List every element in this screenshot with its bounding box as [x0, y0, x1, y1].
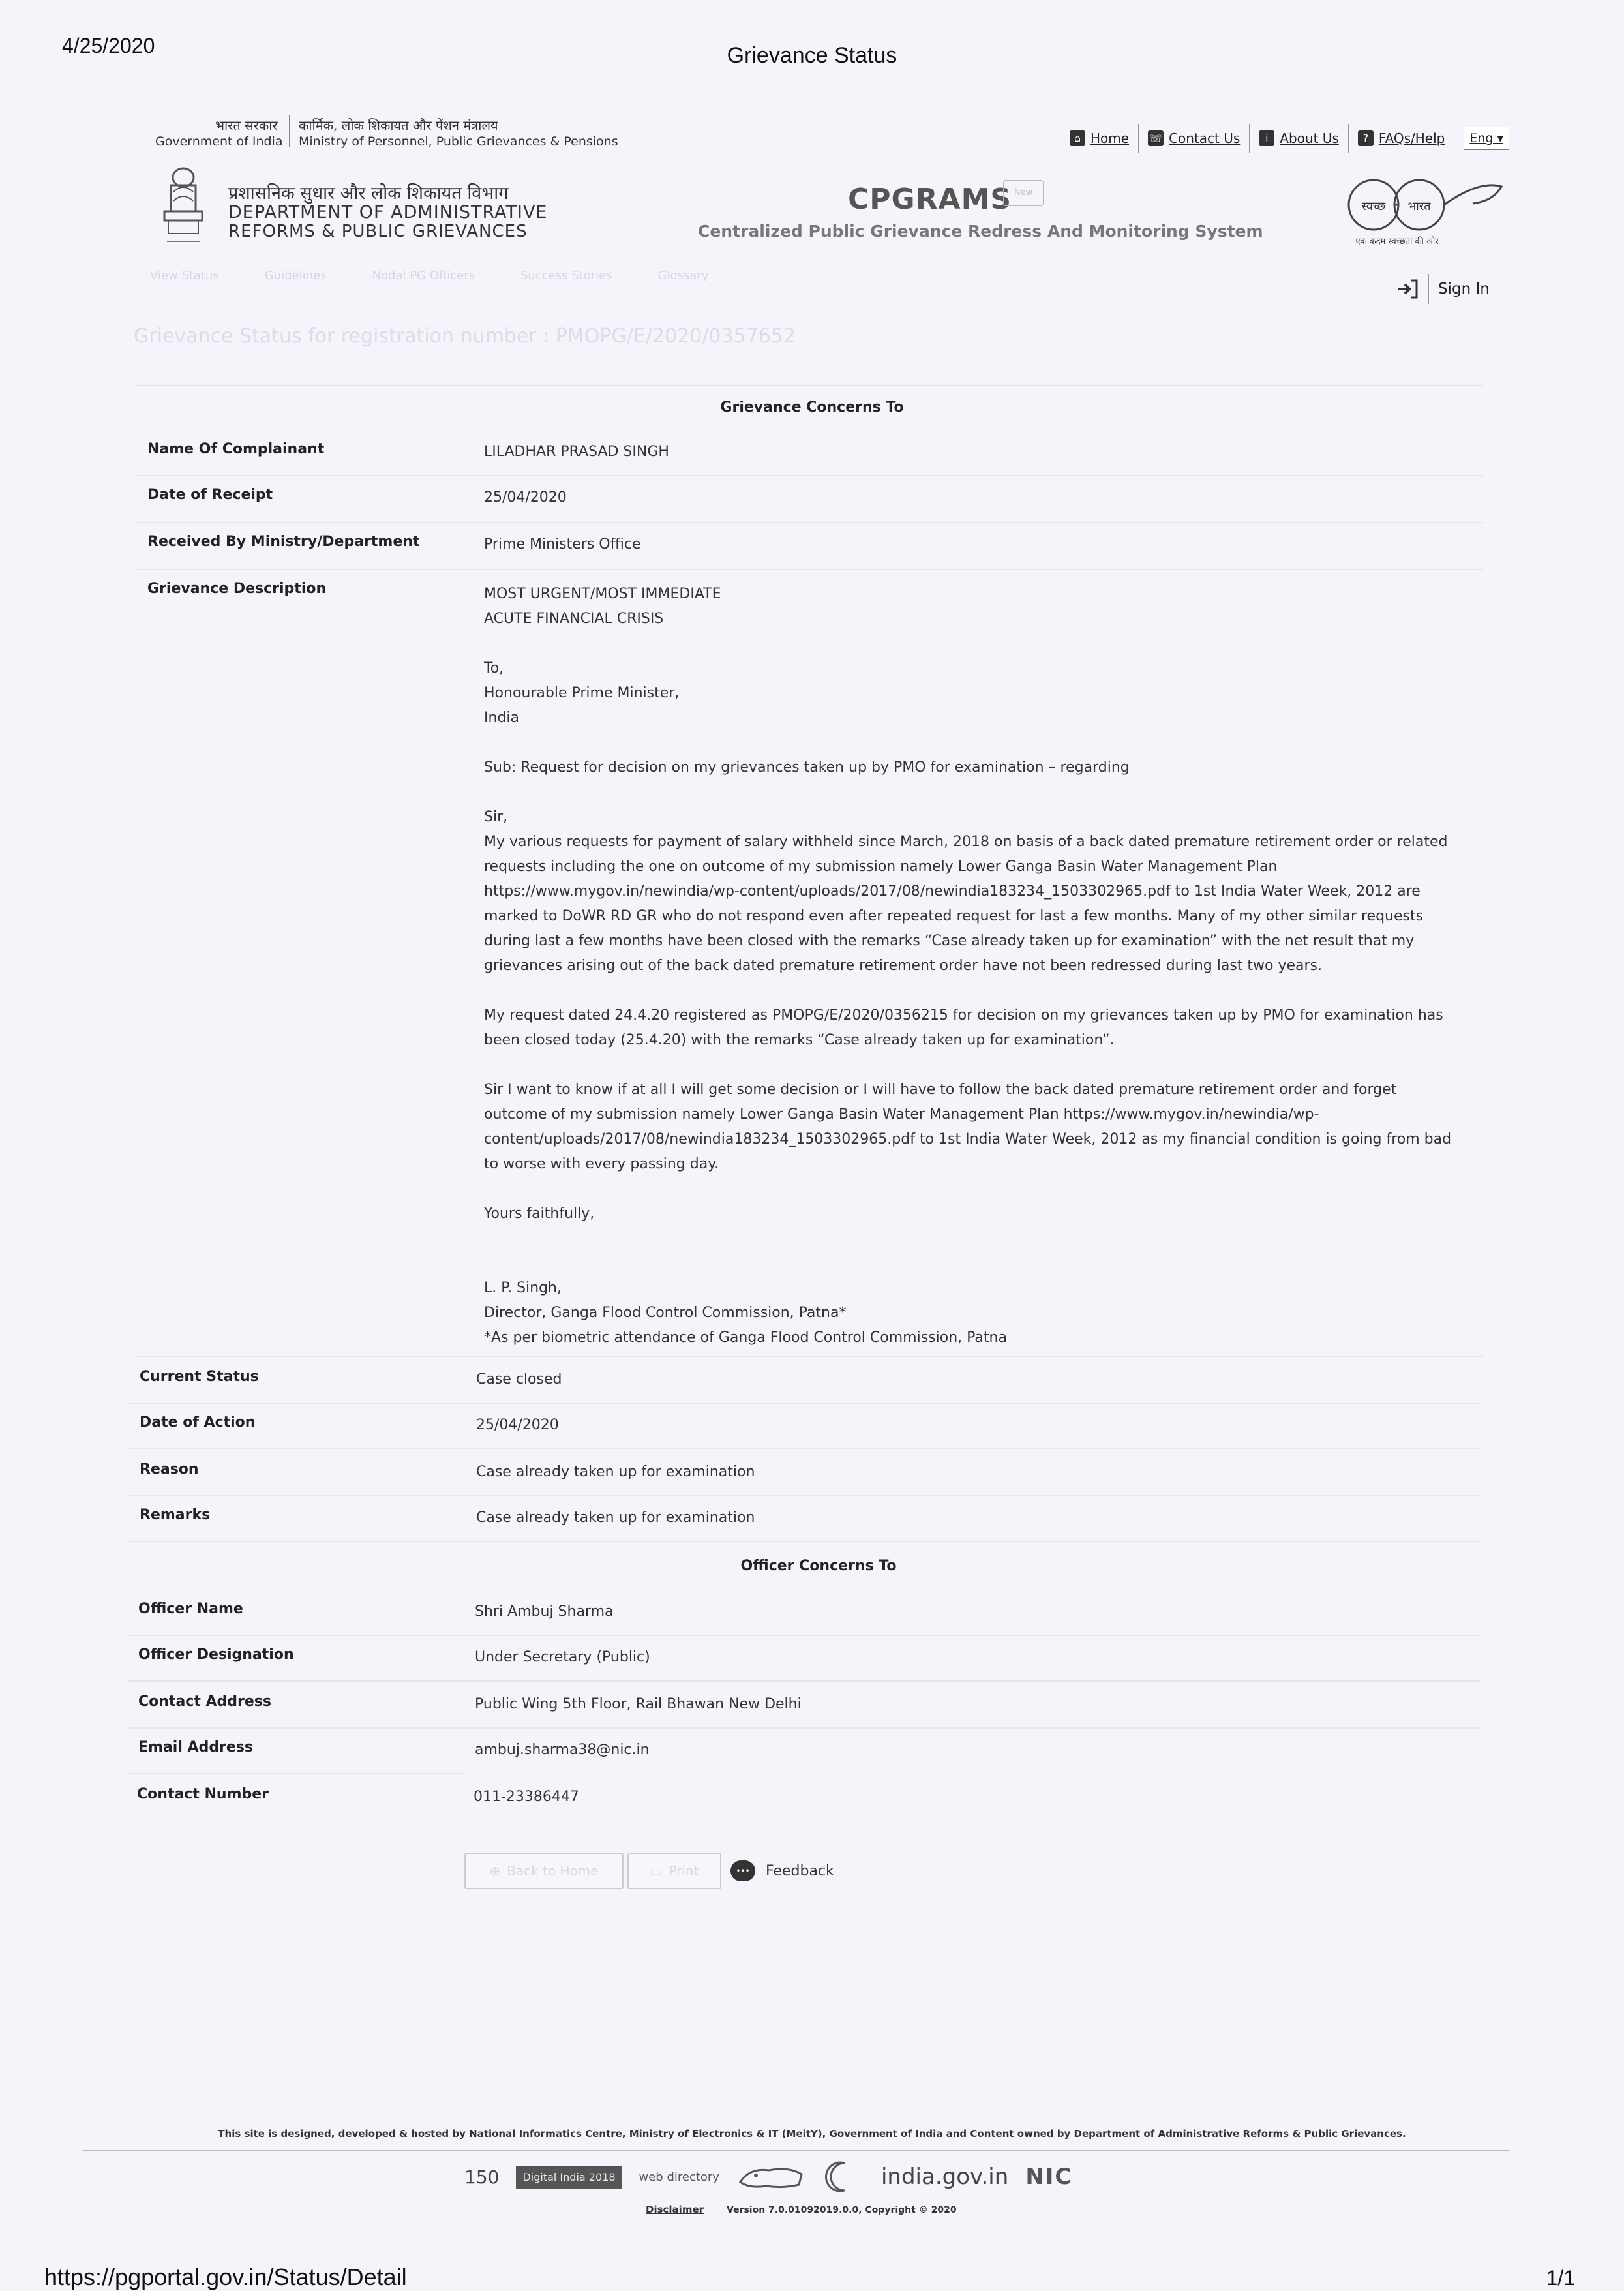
national-emblem-icon — [155, 163, 211, 248]
language-label: Eng — [1469, 131, 1494, 145]
complainant-name-label: Name Of Complainant — [147, 441, 325, 457]
contact-number-value: 011-23386447 — [474, 1789, 579, 1805]
description-line: Sir, — [484, 809, 508, 825]
contact-number-label: Contact Number — [137, 1786, 269, 1802]
gov-english: Government of India — [155, 134, 283, 149]
language-select[interactable]: Eng ▾ — [1464, 127, 1509, 150]
nav-home-label: Home — [1090, 130, 1130, 146]
web-directory-logo[interactable]: web directory — [639, 2170, 719, 2184]
nav-divider — [1348, 124, 1349, 153]
officer-name-label: Officer Name — [138, 1601, 243, 1617]
email-address-value: ambuj.sharma38@nic.in — [475, 1742, 650, 1758]
swachh-bharat-logo-icon — [1342, 171, 1505, 249]
status-page-title: Grievance Status for registration number : PMOPG/E/2020/0357652 — [134, 325, 796, 348]
print-title: Grievance Status — [727, 43, 897, 68]
row-divider — [134, 569, 1484, 570]
swachh-word1: स्वच्छ — [1361, 200, 1386, 213]
nav-home[interactable] — [1070, 130, 1129, 146]
sign-in-icon — [1396, 277, 1419, 301]
feedback-label: Feedback — [766, 1862, 834, 1879]
reason-value: Case already taken up for examination — [476, 1464, 755, 1480]
description-label: Grievance Description — [147, 581, 327, 597]
nav-glossary[interactable]: Glossary — [657, 269, 709, 282]
email-address-label: Email Address — [138, 1739, 254, 1755]
received-by-label: Received By Ministry/Department — [147, 534, 420, 550]
print-url: https://pgportal.gov.in/Status/Detail — [44, 2264, 407, 2290]
row-divider — [134, 522, 1484, 523]
version-text: Version 7.0.01092019.0.0, Copyright © 2020 — [727, 2205, 957, 2215]
disclaimer-link[interactable]: Disclaimer — [646, 2204, 704, 2215]
remarks-value: Case already taken up for examination — [476, 1510, 755, 1526]
nav-success-stories[interactable]: Success Stories — [520, 269, 612, 282]
title-divider — [134, 385, 1484, 386]
current-status-value: Case closed — [476, 1371, 562, 1388]
receipt-date-value: 25/04/2020 — [484, 489, 567, 506]
nav-about-label: About Us — [1280, 130, 1339, 146]
row-divider — [127, 1635, 1481, 1636]
nav-divider — [1138, 124, 1139, 153]
info-icon: i — [1259, 130, 1274, 146]
nav-about[interactable] — [1259, 130, 1339, 146]
description-line: To, — [484, 660, 504, 676]
description-line: India — [484, 710, 519, 726]
row-divider — [127, 1495, 1481, 1496]
action-date-label: Date of Action — [140, 1414, 256, 1431]
reason-label: Reason — [140, 1461, 199, 1478]
description-line: My request dated 24.4.20 registered as PMOPG/E/2020/0356215 for decision on my grievances taken up by PMO for examination has been closed today (25.4.20) with the remarks “Case already taken up for examination”. — [484, 1007, 1443, 1048]
print-button[interactable] — [627, 1853, 721, 1889]
nic-logo[interactable]: NIC — [1025, 2164, 1073, 2190]
print-date: 4/25/2020 — [62, 34, 155, 57]
description-line — [484, 1226, 1462, 1251]
back-to-home-label: Back to Home — [507, 1863, 599, 1879]
description-line — [484, 780, 1462, 805]
print-icon: ▭ — [650, 1863, 663, 1879]
back-icon: ⊕ — [489, 1863, 501, 1879]
description-line: Director, Ganga Flood Control Commission, Patna* — [484, 1305, 847, 1321]
description-line — [484, 1251, 1462, 1276]
home-icon: ⌂ — [1070, 130, 1085, 146]
main-nav — [150, 269, 708, 282]
row-divider — [127, 1541, 1481, 1542]
row-divider — [134, 1356, 1484, 1357]
phone-icon: ☏ — [1148, 130, 1164, 146]
nav-faqs[interactable] — [1358, 130, 1445, 146]
nav-contact[interactable] — [1148, 130, 1240, 146]
nav-view-status[interactable]: View Status — [150, 269, 219, 282]
sign-in-button[interactable] — [1396, 274, 1490, 304]
department-english-line2: REFORMS & PUBLIC GRIEVANCES — [228, 222, 528, 241]
ministry-english: Ministry of Personnel, Public Grievances & Pensions — [299, 134, 618, 149]
description-line — [484, 631, 1462, 656]
help-icon: ? — [1358, 130, 1374, 146]
header-divider — [289, 115, 290, 147]
description-line: Yours faithfully, — [484, 1206, 595, 1222]
receipt-date-label: Date of Receipt — [147, 487, 273, 503]
grievance-description — [484, 582, 1462, 1350]
description-line: ACUTE FINANCIAL CRISIS — [484, 611, 664, 627]
gandhi-150-logo-icon: 150 — [464, 2166, 500, 2188]
nav-faqs-label: FAQs/Help — [1378, 130, 1445, 146]
action-date-value: 25/04/2020 — [476, 1417, 559, 1433]
swachh-tagline: एक कदम स्वच्छता की ओर — [1355, 237, 1439, 247]
description-line: Sub: Request for decision on my grievances taken up by PMO for examination – regarding — [484, 759, 1130, 776]
back-to-home-button[interactable] — [464, 1853, 624, 1889]
description-line: Honourable Prime Minister, — [484, 685, 680, 701]
description-line: My various requests for payment of salary withheld since March, 2018 on basis of a back dated premature retirement order or related requests including the one on outcome of my submission namely Lower Ganga Basin Water Management Plan https://www.mygov.in/newindia/wp-content/uploads/2017/08/newindia183234_1503302965.pdf to 1st India Water Week, 2012 are marked to DoWR RD GR who do not respond even after repeated request for last a few months. Many of my other similar requests during last a few months have been closed with the remarks “Case already taken up for examination” with the net result that my grievances arising out of the back dated premature retirement order have not been redressed during last two years. — [484, 834, 1448, 974]
feedback-link[interactable] — [730, 1860, 834, 1881]
row-divider — [127, 1680, 1481, 1682]
department-hindi: प्रशासनिक सुधार और लोक शिकायत विभाग — [228, 183, 509, 204]
print-page-number: 1/1 — [1546, 2266, 1575, 2290]
action-buttons — [464, 1853, 834, 1889]
nav-contact-label: Contact Us — [1169, 130, 1241, 146]
description-line — [484, 731, 1462, 755]
swachh-word2: भारत — [1407, 200, 1431, 213]
nav-divider — [1249, 124, 1250, 153]
footer-logos — [464, 2161, 1072, 2193]
sign-in-label: Sign In — [1438, 281, 1490, 297]
officer-section-title: Officer Concerns To — [740, 1558, 897, 1574]
description-line: *As per biometric attendance of Ganga Flood Control Commission, Patna — [484, 1329, 1007, 1346]
print-label: Print — [669, 1863, 699, 1879]
description-line — [484, 1053, 1462, 1078]
officer-designation-label: Officer Designation — [138, 1646, 294, 1663]
india-gov-logo[interactable]: india.gov.in — [880, 2164, 1009, 2190]
footer-note: This site is designed, developed & hosted by National Informatics Centre, Ministry of Electronics & IT (MeitY), Government of India and Content owned by Department of Administrative Reforms & Public Grievances. — [218, 2128, 1406, 2140]
description-line: MOST URGENT/MOST IMMEDIATE — [484, 586, 721, 602]
description-line — [484, 979, 1462, 1003]
grievance-section-title: Grievance Concerns To — [720, 399, 904, 416]
digital-india-logo[interactable]: Digital India 2018 — [516, 2166, 622, 2189]
row-divider — [127, 1773, 466, 1774]
ministry-hindi: कार्मिक, लोक शिकायत और पेंशन मंत्रालय — [299, 117, 498, 133]
feedback-icon: ••• — [730, 1860, 755, 1881]
row-divider — [127, 1727, 1481, 1729]
officer-designation-value: Under Secretary (Public) — [475, 1649, 650, 1665]
contact-address-label: Contact Address — [138, 1693, 271, 1710]
contact-address-value: Public Wing 5th Floor, Rail Bhawan New Delhi — [475, 1696, 802, 1712]
cpgrams-subtitle: Centralized Public Grievance Redress And Monitoring System — [698, 222, 1263, 241]
officer-name-value: Shri Ambuj Sharma — [475, 1603, 614, 1620]
department-english-line1: DEPARTMENT OF ADMINISTRATIVE — [228, 202, 548, 222]
signin-divider — [1428, 274, 1429, 304]
current-status-label: Current Status — [140, 1369, 259, 1385]
gov-hindi: भारत सरकार — [215, 117, 278, 133]
description-line: L. P. Singh, — [484, 1280, 562, 1296]
row-divider — [127, 1448, 1481, 1449]
make-in-india-lion-icon[interactable] — [736, 2162, 808, 2191]
complainant-name-value: LILADHAR PRASAD SINGH — [484, 444, 669, 460]
nav-guidelines[interactable]: Guidelines — [264, 269, 327, 282]
top-nav — [1070, 124, 1509, 153]
row-divider — [127, 1403, 1481, 1404]
remarks-label: Remarks — [140, 1507, 211, 1523]
cpgrams-title: CPGRAMS — [848, 183, 1012, 216]
nav-nodal-officers[interactable]: Nodal PG Officers — [372, 269, 475, 282]
description-line — [484, 1177, 1462, 1202]
description-line: Sir I want to know if at all I will get some decision or I will have to follow the back dated premature retirement order and forget outcome of my submission namely Lower Ganga Basin Water Management Plan https://www.mygov.in/newindia/wp-content/uploads/2017/08/newindia183234_1503302965.pdf to 1st India Water Week, 2012 as my financial condition is going from bad to worse with every passing day. — [484, 1082, 1452, 1172]
swachh-crescent-icon[interactable] — [825, 2161, 864, 2193]
row-divider — [134, 475, 1484, 476]
received-by-value: Prime Ministers Office — [484, 536, 641, 553]
footer-divider — [82, 2150, 1510, 2151]
new-badge: New — [1003, 180, 1044, 206]
